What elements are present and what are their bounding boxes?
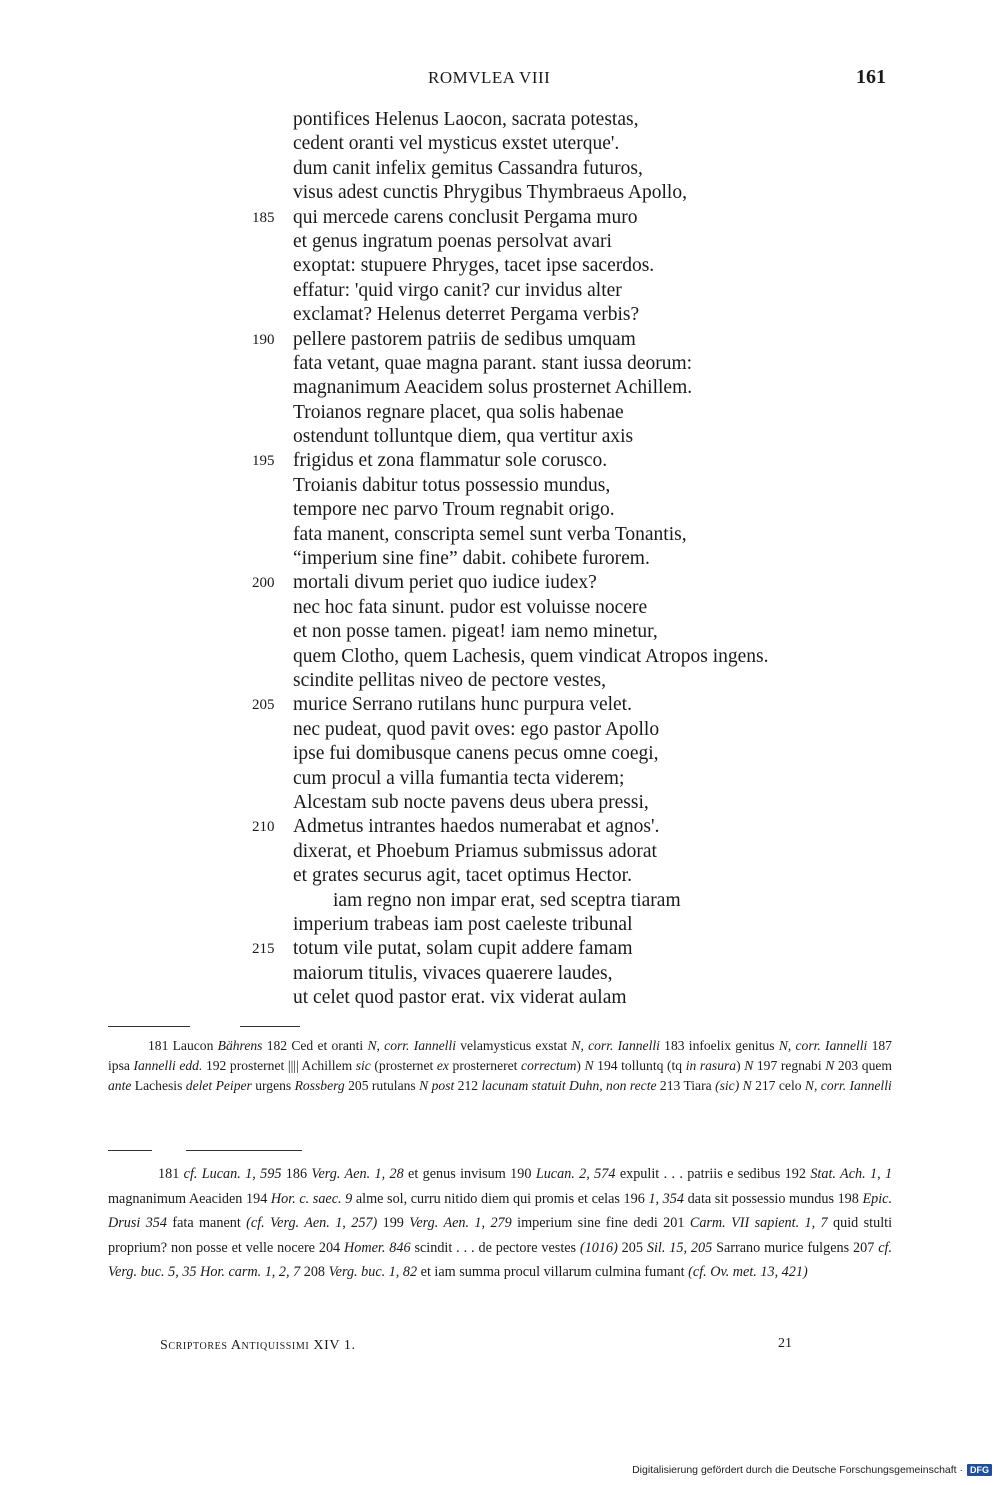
verse-text: tempore nec parvo Troum regnabit origo. (293, 499, 615, 521)
apparatus-segment: N, corr. Iannelli (367, 1038, 456, 1053)
source-segment: 181 (158, 1166, 184, 1182)
source-segment: cf. Verg. buc. 5, 35 Hor. carm. 1, 2, 7 (108, 1239, 892, 1281)
verse-text: ostendunt tolluntque diem, qua vertitur axis (293, 426, 634, 448)
page-footer (0, 1336, 1000, 1356)
source-segment: Carm. VII sapient. 1, 7 (689, 1215, 828, 1232)
apparatus-segment: Iannelli edd. (133, 1058, 203, 1073)
source-segment: 192 (780, 1166, 811, 1182)
source-segment: Hor. c. saec. 9 (270, 1190, 353, 1207)
apparatus-segment: N, corr. Iannelli (778, 1038, 868, 1053)
verse-text: ipse fui domibusque canens pecus omne coegi, (293, 743, 659, 765)
source-segment: cf. Lucan. 1, 595 (183, 1166, 282, 1182)
source-segment: Verg. Aen. 1, 28 (311, 1166, 404, 1182)
source-segment: Sil. 15, 205 (646, 1239, 713, 1256)
verse-line (0, 693, 1000, 717)
rule-apparatus-top (108, 1026, 190, 1027)
apparatus-segment: 205 rutulans (344, 1078, 420, 1093)
source-segment: Homer. 846 (344, 1239, 411, 1256)
verse-line (0, 108, 1000, 132)
rule-sources-top (108, 1150, 152, 1151)
source-segment: scindit . . . de pectore vestes (410, 1239, 580, 1256)
apparatus-segment: N (419, 1078, 429, 1093)
source-segment: 194 (242, 1190, 271, 1207)
apparatus-segment: 203 quem (834, 1058, 893, 1073)
verse-line (0, 840, 1000, 864)
source-segment: (cf. Ov. met. 13, 421) (688, 1264, 808, 1281)
running-head (0, 68, 1000, 92)
apparatus-segment: (prosternet (370, 1058, 437, 1073)
source-segment: 199 (377, 1215, 410, 1232)
line-number: 200 (252, 575, 275, 592)
source-segment: magnanimum Aeaciden (108, 1190, 243, 1207)
verse-text: nec pudeat, quod pavit oves: ego pastor Apollo (293, 718, 660, 740)
apparatus-segment: 181 Laucon (148, 1038, 218, 1053)
source-segment: 204 (314, 1239, 345, 1256)
source-segment: Verg. Aen. 1, 279 (409, 1215, 512, 1232)
verse-line (0, 206, 1000, 230)
verse-line (0, 328, 1000, 352)
verse-line (0, 742, 1000, 766)
verse-line (0, 376, 1000, 400)
verse-text: visus adest cunctis Phrygibus Thymbraeus Apollo, (293, 182, 687, 204)
verse-text: dixerat, et Phoebum Priamus submissus adorat (293, 840, 657, 862)
verse-text: fata vetant, quae magna parant. stant iussa deorum: (293, 352, 693, 374)
verse-text: dum canit infelix gemitus Cassandra futuros, (293, 157, 643, 179)
verse-line (0, 279, 1000, 303)
source-segment: 198 (833, 1190, 863, 1207)
verse-line (0, 571, 1000, 595)
verse-line (0, 449, 1000, 473)
source-segment: Sarrano murice fulgens (712, 1239, 850, 1256)
verse-line (0, 791, 1000, 815)
apparatus-segment: Bährens (217, 1038, 263, 1053)
source-segment: (1016) (579, 1239, 618, 1256)
verse-text: et genus ingratum poenas persolvat avari (293, 230, 612, 252)
source-segment: 186 (281, 1166, 312, 1182)
line-number: 215 (252, 941, 275, 958)
verse-text: exclamat? Helenus deterret Pergama verbis? (293, 304, 640, 326)
verse-line (0, 303, 1000, 327)
verse-text: mortali divum periet quo iudice iudex? (293, 572, 597, 594)
line-number: 190 (252, 331, 275, 348)
verse-line (0, 230, 1000, 254)
verse-line (0, 767, 1000, 791)
verse-text: Admetus intrantes haedos numerabat et agnos'. (293, 816, 660, 838)
apparatus-segment: ante (108, 1078, 132, 1093)
source-segment: 1, 354 (648, 1190, 684, 1207)
apparatus-segment: 183 infoelix genitus (659, 1038, 779, 1053)
source-segment: 201 (657, 1215, 690, 1232)
apparatus-segment: Lachesis (131, 1078, 186, 1093)
funding-note (580, 1462, 992, 1478)
verse-line (0, 986, 1000, 1010)
source-segment: 208 (300, 1264, 329, 1281)
source-segment: et genus invisum (403, 1166, 506, 1182)
source-apparatus (108, 1162, 892, 1285)
verse-line (0, 620, 1000, 644)
verse-text: cum procul a villa fumantia tecta viderem; (293, 767, 625, 789)
apparatus-segment: N (744, 1058, 754, 1073)
verse-text: ut celet quod pastor erat. vix viderat aulam (293, 987, 627, 1009)
verse-line (0, 718, 1000, 742)
apparatus-segment: correctum (521, 1058, 577, 1073)
source-segment: alme sol, curru nitido diem qui promis et celas (352, 1190, 620, 1207)
verse-line (0, 181, 1000, 205)
apparatus-segment: 213 Tiara (656, 1078, 716, 1093)
apparatus-segment: delet Peiper (185, 1078, 252, 1093)
signature-mark: 21 (778, 1336, 792, 1351)
verse-line (0, 864, 1000, 888)
verse-text: maiorum titulis, vivaces quaerere laudes, (293, 962, 613, 984)
verse-text: effatur: 'quid virgo canit? cur invidus alter (293, 279, 622, 301)
source-segment: 190 (505, 1166, 536, 1182)
apparatus-segment: N, corr. Iannelli (804, 1078, 892, 1093)
verse-text: iam regno non impar erat, sed sceptra tiaram (333, 889, 681, 911)
apparatus-segment: post (431, 1078, 455, 1093)
verse-text: et grates securus agit, tacet optimus Hector. (293, 865, 632, 887)
line-number: 210 (252, 819, 275, 836)
verse-text: fata manent, conscripta semel sunt verba Tonantis, (293, 523, 687, 545)
verse-line (0, 498, 1000, 522)
verse-body (0, 108, 1000, 1010)
apparatus-segment: 192 prosternet |||| Achillem (202, 1058, 356, 1073)
source-segment: Stat. Ach. 1, 1 (810, 1166, 893, 1182)
source-segment: imperium sine fine dedi (511, 1215, 658, 1232)
apparatus-segment: lacunam statuit Duhn, non recte (481, 1078, 657, 1093)
verse-text: magnanimum Aeacidem solus prosternet Achillem. (293, 377, 693, 399)
verse-line (0, 425, 1000, 449)
verse-line (0, 962, 1000, 986)
verse-line (0, 596, 1000, 620)
verse-line (0, 132, 1000, 156)
apparatus-segment: 194 tolluntq (tq (593, 1058, 686, 1073)
verse-text: imperium trabeas iam post caeleste tribunal (293, 913, 633, 935)
verse-line (0, 523, 1000, 547)
source-segment: Verg. buc. 1, 82 (328, 1264, 418, 1281)
source-segment: Epic. Drusi 354 (108, 1190, 893, 1232)
line-number: 205 (252, 697, 275, 714)
apparatus-segment: N (825, 1058, 835, 1073)
funding-text: Digitalisierung gefördert durch die Deutsche Forschungsgemeinschaft · (632, 1464, 963, 1476)
verse-text: et non posse tamen. pigeat! iam nemo minetur, (293, 621, 658, 643)
verse-text: pontifices Helenus Laocon, sacrata potestas, (293, 109, 639, 130)
apparatus-segment: N, corr. Iannelli (571, 1038, 660, 1053)
apparatus-segment: 187 ipsa (108, 1038, 892, 1073)
apparatus-segment: ex (436, 1058, 449, 1073)
critical-apparatus (108, 1036, 892, 1096)
source-segment: quid stulti proprium? non posse et velle nocere (108, 1215, 893, 1256)
apparatus-segment: prosterneret (448, 1058, 522, 1073)
verse-line (0, 645, 1000, 669)
source-segment: 205 (617, 1239, 647, 1256)
verse-line (0, 254, 1000, 278)
verse-text: “imperium sine fine” dabit. cohibete furorem. (293, 548, 650, 570)
source-segment: fata manent (167, 1215, 247, 1232)
source-segment: Lucan. 2, 574 (535, 1166, 616, 1182)
verse-line (0, 669, 1000, 693)
source-segment: (cf. Verg. Aen. 1, 257) (246, 1215, 378, 1232)
line-number: 185 (252, 209, 275, 226)
verse-text: scindite pellitas niveo de pectore vestes, (293, 669, 606, 691)
verse-text: Troianos regnare placet, qua solis habenae (293, 401, 624, 423)
rule-sources-top (186, 1150, 302, 1151)
apparatus-segment: 212 (454, 1078, 482, 1093)
source-segment: 207 (849, 1239, 879, 1256)
apparatus-segment: velamysticus exstat (455, 1038, 572, 1053)
source-segment: et iam summa procul villarum culmina fumant (417, 1264, 689, 1281)
source-segment: expulit . . . patriis e sedibus (615, 1166, 781, 1182)
verse-line (0, 937, 1000, 961)
apparatus-segment: in rasura (685, 1058, 737, 1073)
source-segment: 196 (619, 1190, 649, 1207)
apparatus-segment: ) (736, 1058, 745, 1073)
verse-text: Troianis dabitur totus possessio mundus, (293, 474, 611, 496)
verse-text: quem Clotho, quem Lachesis, quem vindicat Atropos ingens. (293, 645, 769, 667)
verse-text: murice Serrano rutilans hunc purpura velet. (293, 694, 632, 716)
verse-line (0, 474, 1000, 498)
dfg-logo: DFG (967, 1464, 992, 1476)
verse-text: totum vile putat, solam cupit addere famam (293, 938, 633, 960)
apparatus-segment: Rossberg (294, 1078, 345, 1093)
rule-apparatus-top (240, 1026, 300, 1027)
apparatus-segment: 217 celo (751, 1078, 805, 1093)
verse-line (0, 889, 1000, 913)
verse-text: nec hoc fata sinunt. pudor est voluisse nocere (293, 596, 648, 618)
verse-line (0, 157, 1000, 181)
line-number: 195 (252, 453, 275, 470)
verse-line (0, 401, 1000, 425)
verse-line (0, 352, 1000, 376)
series-title: Scriptores Antiquissimi XIV 1. (160, 1338, 356, 1353)
verse-text: pellere pastorem patriis de sedibus umquam (293, 328, 636, 350)
apparatus-segment: (sic) N (715, 1078, 752, 1093)
verse-line (0, 913, 1000, 937)
source-segment: data sit possessio mundus (683, 1190, 834, 1207)
apparatus-segment: sic (355, 1058, 371, 1073)
verse-text: frigidus et zona flammatur sole corusco. (293, 450, 608, 472)
verse-line (0, 815, 1000, 839)
verse-text: qui mercede carens conclusit Pergama muro (293, 206, 638, 228)
apparatus-segment: urgens (251, 1078, 295, 1093)
verse-text: exoptat: stupuere Phryges, tacet ipse sacerdos. (293, 255, 655, 277)
running-title: ROMVLEA VIII (428, 68, 551, 87)
apparatus-segment: 197 regnabi (753, 1058, 826, 1073)
apparatus-segment: N (584, 1058, 594, 1073)
verse-line (0, 547, 1000, 571)
page-number: 161 (856, 66, 886, 88)
verse-text: Alcestam sub nocte pavens deus ubera pressi, (293, 791, 649, 813)
verse-text: cedent oranti vel mysticus exstet uterque'. (293, 133, 620, 155)
apparatus-segment: ) (576, 1058, 585, 1073)
apparatus-segment: 182 Ced et oranti (262, 1038, 368, 1053)
